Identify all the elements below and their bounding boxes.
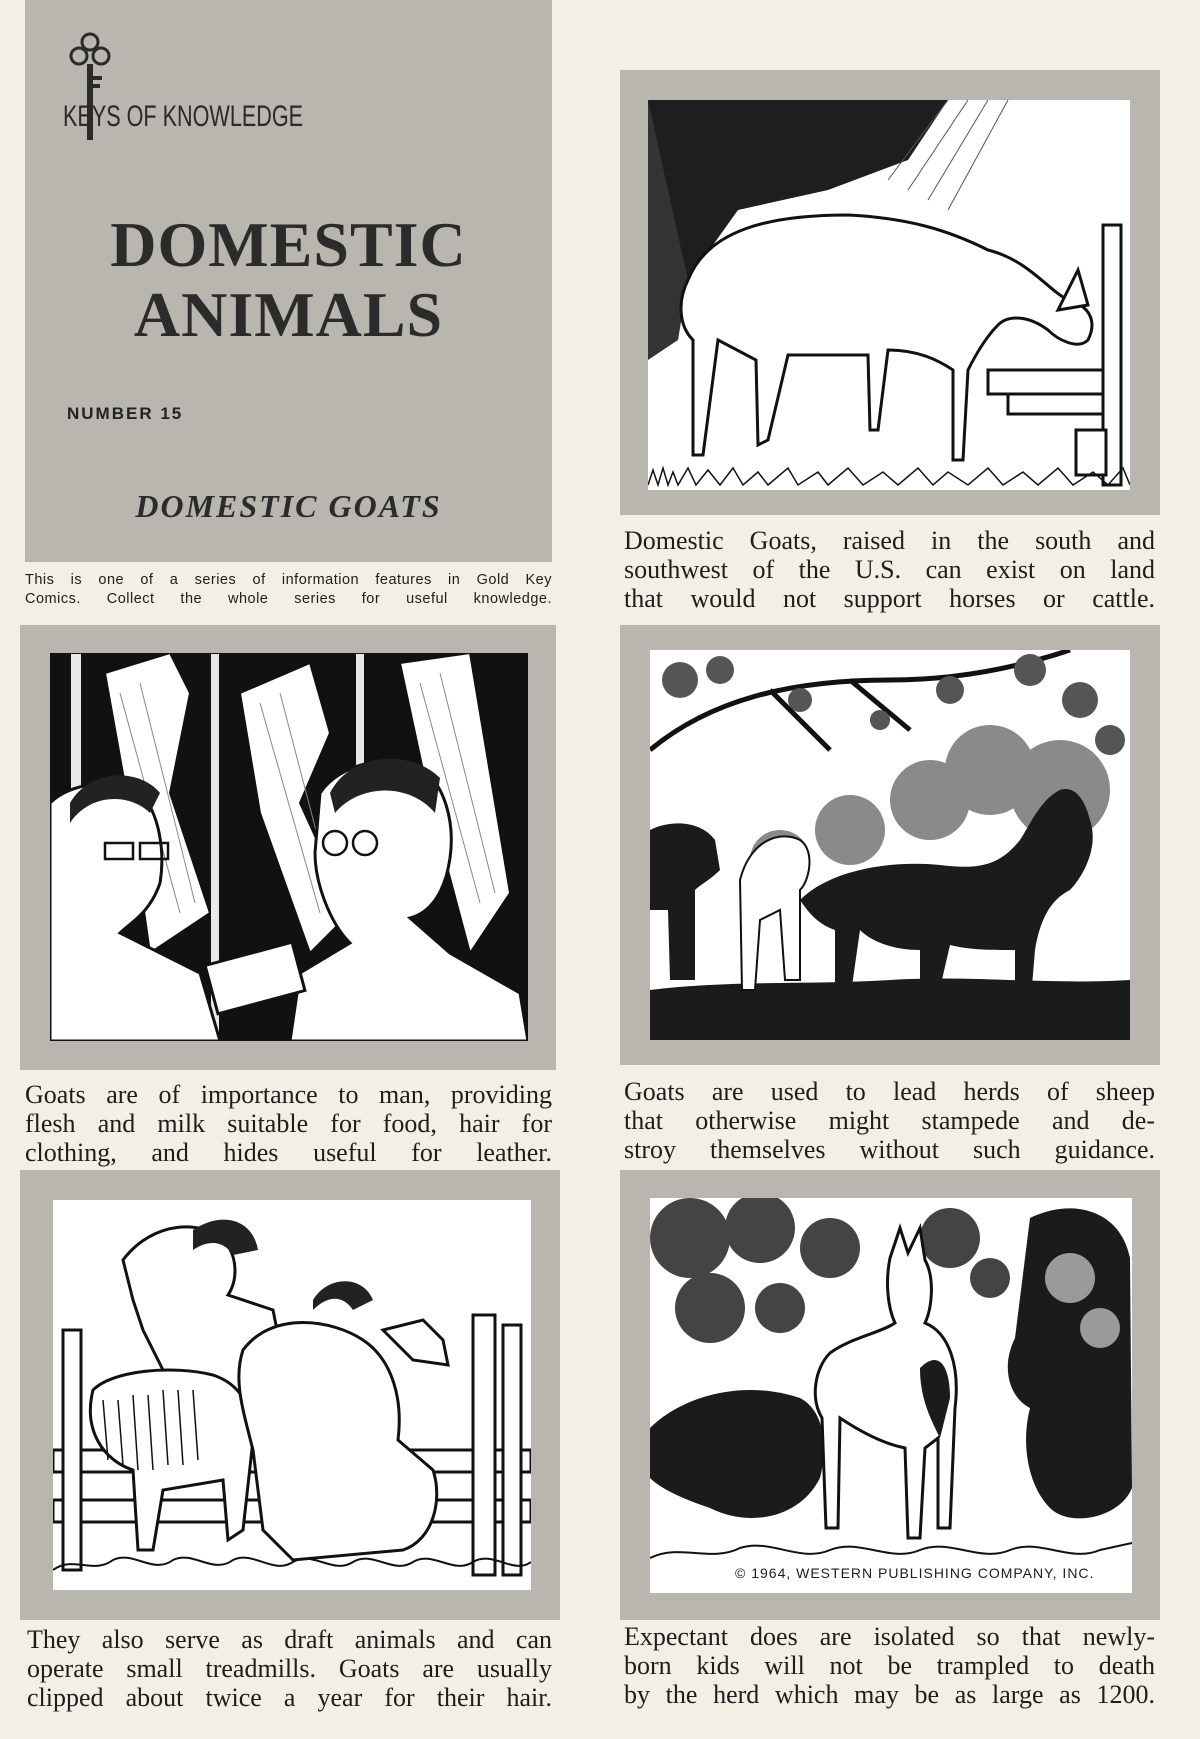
caption-line: Goats are used to lead herds of sheep (624, 1077, 1155, 1106)
title-block (25, 0, 552, 562)
panel-men-talking (20, 625, 556, 1070)
caption-line: clipped about twice a year for their hair. (27, 1683, 552, 1712)
series-note (25, 571, 552, 609)
caption-line: Expectant does are isolated so that newly- (624, 1622, 1155, 1651)
caption-line: stroy themselves without such guidance. (624, 1135, 1155, 1164)
caption-line: by the herd which may be as large as 1200. (624, 1680, 1155, 1709)
caption-doe-kid (624, 1622, 1155, 1709)
illustration-goat-sheep (650, 650, 1130, 1040)
series-note-line-2: Comics. Collect the whole series for useful knowledge. (25, 591, 552, 607)
caption-goat-sheep (624, 1077, 1155, 1164)
illustration-doe-kid (650, 1198, 1132, 1593)
illustration-clipping (53, 1200, 531, 1590)
title-line-2: ANIMALS (133, 279, 444, 350)
caption-line: Domestic Goats, raised in the south and (624, 526, 1155, 555)
illustration-goat-trough (648, 100, 1130, 490)
copyright-notice: © 1964, WESTERN PUBLISHING COMPANY, INC. (735, 1565, 1095, 1581)
caption-line: operate small treadmills. Goats are usually (27, 1654, 552, 1683)
series-name: KEYS OF KNOWLEDGE (63, 100, 304, 133)
panel-goat-trough (620, 70, 1160, 515)
caption-clipping (27, 1625, 552, 1712)
series-note-line-1: This is one of a series of information features in Gold Key (25, 572, 552, 588)
caption-line: Goats are of importance to man, providing (25, 1080, 552, 1109)
subtitle: DOMESTIC GOATS (135, 488, 442, 524)
caption-line: They also serve as draft animals and can (27, 1625, 552, 1654)
caption-line: flesh and milk suitable for food, hair for (25, 1109, 552, 1138)
title-line-1: DOMESTIC (110, 209, 467, 280)
issue-number: NUMBER 15 (67, 404, 184, 423)
page-title (25, 210, 552, 350)
caption-line: that would not support horses or cattle. (624, 584, 1155, 613)
panel-goat-sheep (620, 625, 1160, 1065)
panel-clipping (20, 1170, 560, 1620)
panel-doe-kid (620, 1170, 1160, 1620)
caption-line: born kids will not be trampled to death (624, 1651, 1155, 1680)
caption-line: that otherwise might stampede and de- (624, 1106, 1155, 1135)
caption-goat-trough (624, 526, 1155, 613)
caption-line: southwest of the U.S. can exist on land (624, 555, 1155, 584)
illustration-men-talking (50, 653, 528, 1041)
caption-line: clothing, and hides useful for leather. (25, 1138, 552, 1167)
caption-men-talking (25, 1080, 552, 1167)
